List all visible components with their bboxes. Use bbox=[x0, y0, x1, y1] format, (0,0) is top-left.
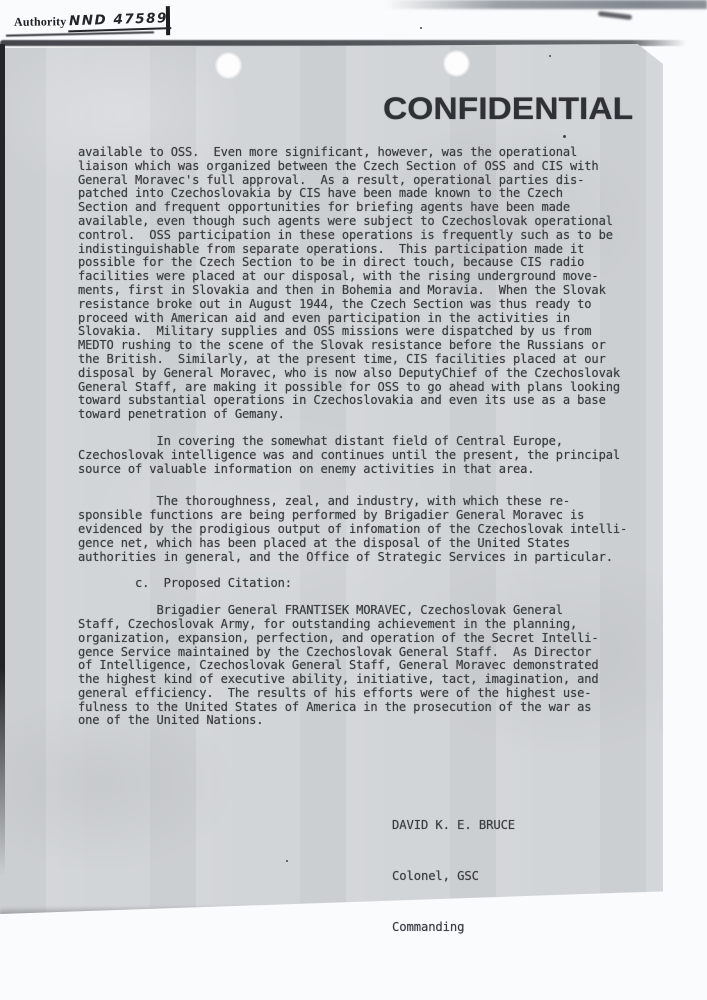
signature-name: DAVID K. E. BRUCE bbox=[392, 818, 516, 832]
text-line: c. Proposed Citation: bbox=[78, 576, 292, 591]
text-line: control. OSS participation in these operations is frequently such as to be bbox=[78, 227, 613, 242]
text-line: liaison which was organized between the Czech Section of OSS and CIS with bbox=[78, 158, 599, 173]
text-line: one of the United Nations. bbox=[78, 713, 264, 728]
text-line: The thoroughness, zeal, and industry, with which these re- bbox=[78, 494, 571, 509]
hole-punch bbox=[215, 52, 242, 79]
paragraph bbox=[78, 495, 642, 564]
text-line: ments, first in Slovakia and then in Bohemia and Moravia. When the Slovak bbox=[78, 282, 606, 297]
text-line: the British. Similarly, at the present time, CIS facilities placed at our bbox=[78, 351, 606, 366]
text-line: organization, expansion, perfection, and operation of the Secret Intelli- bbox=[78, 630, 599, 645]
text-line: gence Service maintained by the Czechoslovak General Staff. As Director bbox=[78, 644, 592, 659]
text-line: the highest kind of executive ability, initiative, tact, imagination, and bbox=[78, 672, 599, 687]
page-bottom-edge bbox=[0, 901, 663, 917]
text-line: MEDTO rushing to the scene of the Slovak resistance before the Russians or bbox=[78, 338, 606, 353]
text-line: possible for the Czech Section to be in direct touch, because CIS radio bbox=[78, 255, 585, 270]
text-line: Slovakia. Military supplies and OSS missions were dispatched by us from bbox=[78, 324, 592, 339]
text-line: of Intelligence, Czechoslovak General Staff, General Moravec demonstrated bbox=[78, 658, 599, 673]
scan-artifact-top-smudge bbox=[385, 0, 707, 9]
text-line: authorities in general, and the Office of Strategic Services in particular. bbox=[78, 549, 613, 564]
paragraph bbox=[78, 435, 642, 476]
text-line: disposal by General Moravec, who is now also DeputyChief of the Czechoslovak bbox=[78, 365, 620, 380]
text-line: resistance broke out in August 1944, the Czech Section was thus ready to bbox=[78, 296, 592, 311]
text-line: evidenced by the prodigious output of infomation of the Czechoslovak intelli- bbox=[78, 521, 628, 536]
text-line: In covering the somewhat distant field of Central Europe, bbox=[78, 433, 563, 448]
text-line: Brigadier General FRANTISEK MORAVEC, Czechoslovak General bbox=[78, 603, 563, 618]
document-body bbox=[78, 146, 642, 728]
text-line: patched into Czechoslovakia by CIS have been made known to the Czech bbox=[78, 186, 563, 201]
scan-left-edge bbox=[0, 44, 5, 876]
text-line: available, even though such agents were subject to Czechoslovak operational bbox=[78, 213, 613, 228]
authority-stamp-label: Authority bbox=[13, 14, 67, 29]
text-line: toward substantial operations in Czechoslovakia and even its use as a base bbox=[78, 393, 606, 408]
text-line: General Moravec's full approval. As a result, operational parties dis- bbox=[78, 172, 585, 187]
scan-artifact-mark bbox=[598, 11, 632, 20]
text-line: Section and frequent opportunities for briefing agents have been made bbox=[78, 200, 571, 215]
scan-speck bbox=[286, 860, 288, 862]
text-line: Czechoslovak intelligence was and continues until the present, the principal bbox=[78, 447, 620, 462]
signature-role: Commanding bbox=[392, 920, 465, 934]
paragraph bbox=[78, 604, 642, 728]
text-line: proceed with American aid and even participation in the activities in bbox=[78, 310, 571, 325]
text-line: facilities were placed at our disposal, with the rising underground move- bbox=[78, 269, 599, 284]
scan-speck bbox=[549, 55, 551, 57]
hole-punch bbox=[443, 50, 470, 77]
text-line: fulness to the United States of America in the prosecution of the war as bbox=[78, 699, 592, 714]
text-line: sponsible functions are being performed by Brigadier General Moravec is bbox=[78, 508, 585, 523]
signature-block bbox=[392, 783, 515, 970]
paragraph bbox=[78, 146, 642, 422]
text-line: indistinguishable from separate operations. This participation made it bbox=[78, 241, 585, 256]
scan-speck bbox=[420, 27, 422, 29]
text-line: available to OSS. Even more significant, however, was the operational bbox=[78, 145, 578, 159]
text-line: gence net, which has been placed at the disposal of the United States bbox=[78, 535, 571, 550]
text-line: Staff, Czechoslovak Army, for outstanding achievement in the planning, bbox=[78, 616, 578, 631]
section-heading bbox=[78, 577, 642, 591]
text-line: toward penetration of Gemany. bbox=[78, 407, 285, 422]
authority-stamp-number: NND 47589 bbox=[68, 10, 172, 32]
signature-title: Colonel, GSC bbox=[392, 869, 479, 883]
text-line: general efficiency. The results of his efforts were of the highest use- bbox=[78, 685, 592, 700]
scan-speck bbox=[563, 135, 566, 138]
text-line: source of valuable information on enemy activities in that area. bbox=[78, 461, 535, 476]
text-line: General Staff, are making it possible for OSS to go ahead with plans looking bbox=[78, 379, 620, 394]
confidential-stamp: CONFIDENTIAL bbox=[383, 91, 634, 127]
